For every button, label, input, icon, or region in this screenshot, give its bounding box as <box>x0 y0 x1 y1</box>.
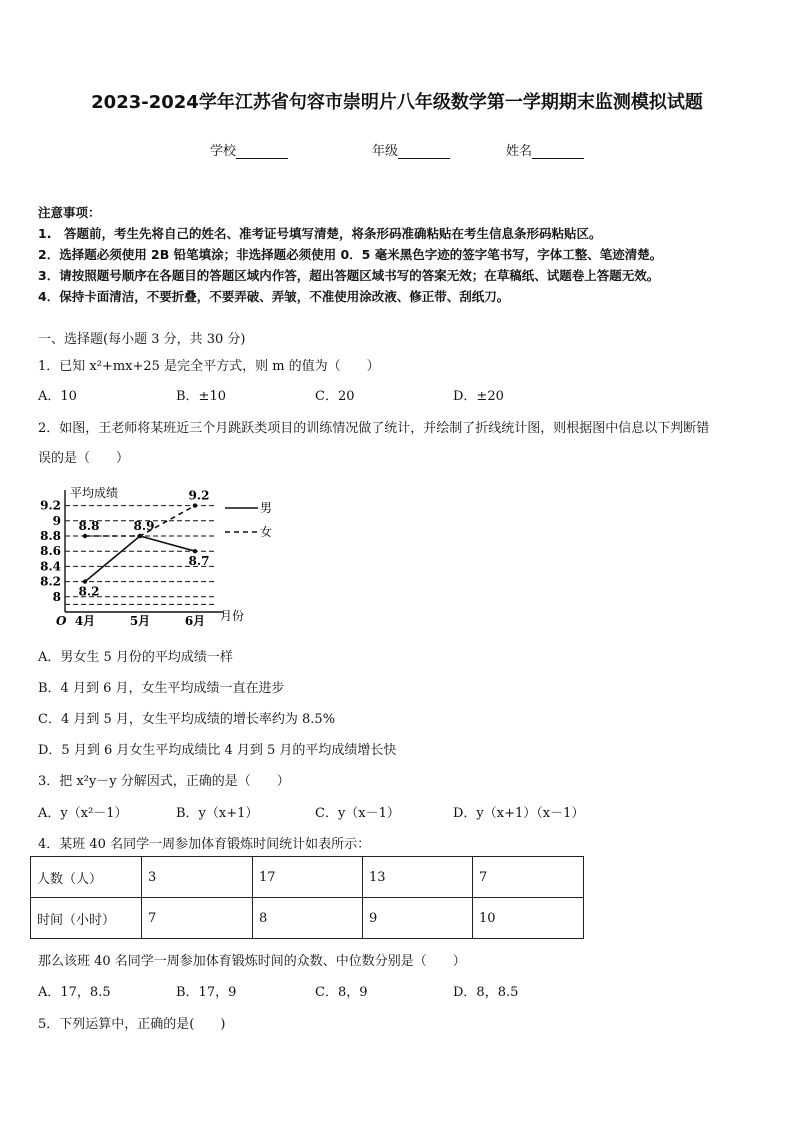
y-tick-label: 8 <box>52 589 61 604</box>
q4-option-d: D．8，8.5 <box>453 985 519 1000</box>
y-axis-label: 平均成绩 <box>70 486 119 500</box>
data-point <box>83 534 87 538</box>
name-blank <box>532 158 584 159</box>
data-point <box>193 503 197 507</box>
data-label: 8.9 <box>133 519 155 533</box>
y-tick-label: 8.6 <box>40 544 61 559</box>
data-label: 8.8 <box>78 519 100 533</box>
q2-stem-cont: 误的是（ ） <box>38 451 130 466</box>
q2-stem: 2．如图，王老师将某班近三个月跳跃类项目的训练情况做了统计，并绘制了折线统计图，则根据图中信息以下判断错 <box>38 421 710 436</box>
school-field <box>210 140 288 159</box>
notice-item: 4．保持卡面清洁，不要折叠，不要弄破、弄皱，不准使用涂改液、修正带、刮纸刀。 <box>38 289 510 304</box>
q4-option-b: B．17，9 <box>176 985 237 1000</box>
data-label: 8.7 <box>188 554 210 569</box>
y-tick-label: 8.4 <box>40 559 61 574</box>
q1-option-a: A．10 <box>38 389 77 404</box>
q1-option-d: D．±20 <box>453 389 504 404</box>
name-field <box>506 140 584 159</box>
y-tick-label: 9.2 <box>40 498 61 513</box>
q1-stem: 1．已知 x²+mx+25 是完全平方式，则 m 的值为（ ） <box>38 359 380 374</box>
table-cell: 7 <box>142 898 253 939</box>
q4-stem: 4．某班 40 名同学一周参加体育锻炼时间统计如表所示： <box>38 837 371 852</box>
legend-label: 男 <box>260 501 273 515</box>
q4-followup: 那么该班 40 名同学一周参加体育锻炼时间的众数、中位数分别是（ ） <box>38 954 466 969</box>
page-title: 2023-2024学年江苏省句容市崇明片八年级数学第一学期期末监测模拟试题 <box>91 92 703 113</box>
table-cell: 9 <box>363 898 473 939</box>
table-cell: 10 <box>473 898 584 939</box>
q4-option-c: C．8，9 <box>315 985 368 1000</box>
school-label: 学校 <box>210 144 237 159</box>
origin-label: O <box>56 614 67 628</box>
school-blank <box>236 158 288 159</box>
table-cell: 17 <box>253 857 363 898</box>
grade-blank <box>398 158 450 159</box>
q5-stem: 5．下列运算中，正确的是( ) <box>38 1017 226 1032</box>
q2-option-b: B．4 月到 6 月，女生平均成绩一直在进步 <box>38 681 285 696</box>
name-label: 姓名 <box>506 144 533 159</box>
notice-heading: 注意事项： <box>38 205 101 220</box>
series-line-boys <box>85 536 195 582</box>
q3-option-d: D．y（x+1）（x－1） <box>453 806 585 821</box>
grade-label: 年级 <box>372 144 399 159</box>
q1-option-b: B．±10 <box>176 389 226 404</box>
x-tick-label: 4月 <box>74 614 96 628</box>
table-cell: 3 <box>142 857 253 898</box>
x-tick-labels <box>75 614 205 628</box>
q2-option-a: A．男女生 5 月份的平均成绩一样 <box>38 650 233 665</box>
q3-stem: 3．把 x²y－y 分解因式，正确的是（ ） <box>38 774 290 789</box>
q1-option-c: C．20 <box>315 389 355 404</box>
y-tick-label: 8.2 <box>40 574 61 589</box>
data-label: 8.2 <box>78 584 100 599</box>
line-chart <box>30 480 273 630</box>
table-cell: 13 <box>363 857 473 898</box>
y-tick-labels <box>40 499 61 604</box>
legend-label: 女 <box>260 525 273 539</box>
y-tick-label: 8.8 <box>40 529 61 543</box>
notice-item: 3．请按照题号顺序在各题目的答题区域内作答，超出答题区域书写的答案无效；在草稿纸、试题卷上答题无效。 <box>38 268 660 283</box>
data-point <box>138 534 142 538</box>
q2-option-d: D．5 月到 6 月女生平均成绩比 4 月到 5 月的平均成绩增长快 <box>38 743 397 758</box>
grade-field <box>372 140 450 159</box>
q2-option-c: C．4 月到 5 月，女生平均成绩的增长率约为 8.5% <box>38 712 336 727</box>
data-point <box>193 549 197 553</box>
y-tick-label: 9 <box>52 513 61 528</box>
legend <box>225 501 272 539</box>
q3-option-a: A．y（x²－1） <box>38 806 128 821</box>
table-row <box>31 898 584 939</box>
table-cell: 7 <box>473 857 584 898</box>
q4-option-a: A．17，8.5 <box>38 985 111 1000</box>
table-cell: 8 <box>253 898 363 939</box>
table-row <box>31 857 584 898</box>
data-label: 9.2 <box>188 488 210 503</box>
table-cell: 人数（人） <box>31 857 142 898</box>
data-point <box>83 579 87 583</box>
x-tick-label: 5月 <box>129 614 151 628</box>
data-table <box>30 856 584 939</box>
table-cell: 时间（小时） <box>31 898 142 939</box>
q3-option-b: B．y（x+1） <box>176 806 259 821</box>
notice-item: 2．选择题必须使用 2B 铅笔填涂；非选择题必须使用 0．5 毫米黑色字迹的签字笔书写，字体工整、笔迹清楚。 <box>38 247 663 262</box>
section-heading: 一、选择题(每小题 3 分，共 30 分) <box>38 332 246 347</box>
q3-option-c: C．y（x－1） <box>315 806 400 821</box>
x-tick-label: 6月 <box>184 614 206 628</box>
notice-item: 1. 答题前，考生先将自己的姓名、准考证号填写清楚，将条形码准确粘贴在考生信息条形码粘贴区。 <box>38 226 602 241</box>
x-axis-label: 月份 <box>220 609 245 623</box>
